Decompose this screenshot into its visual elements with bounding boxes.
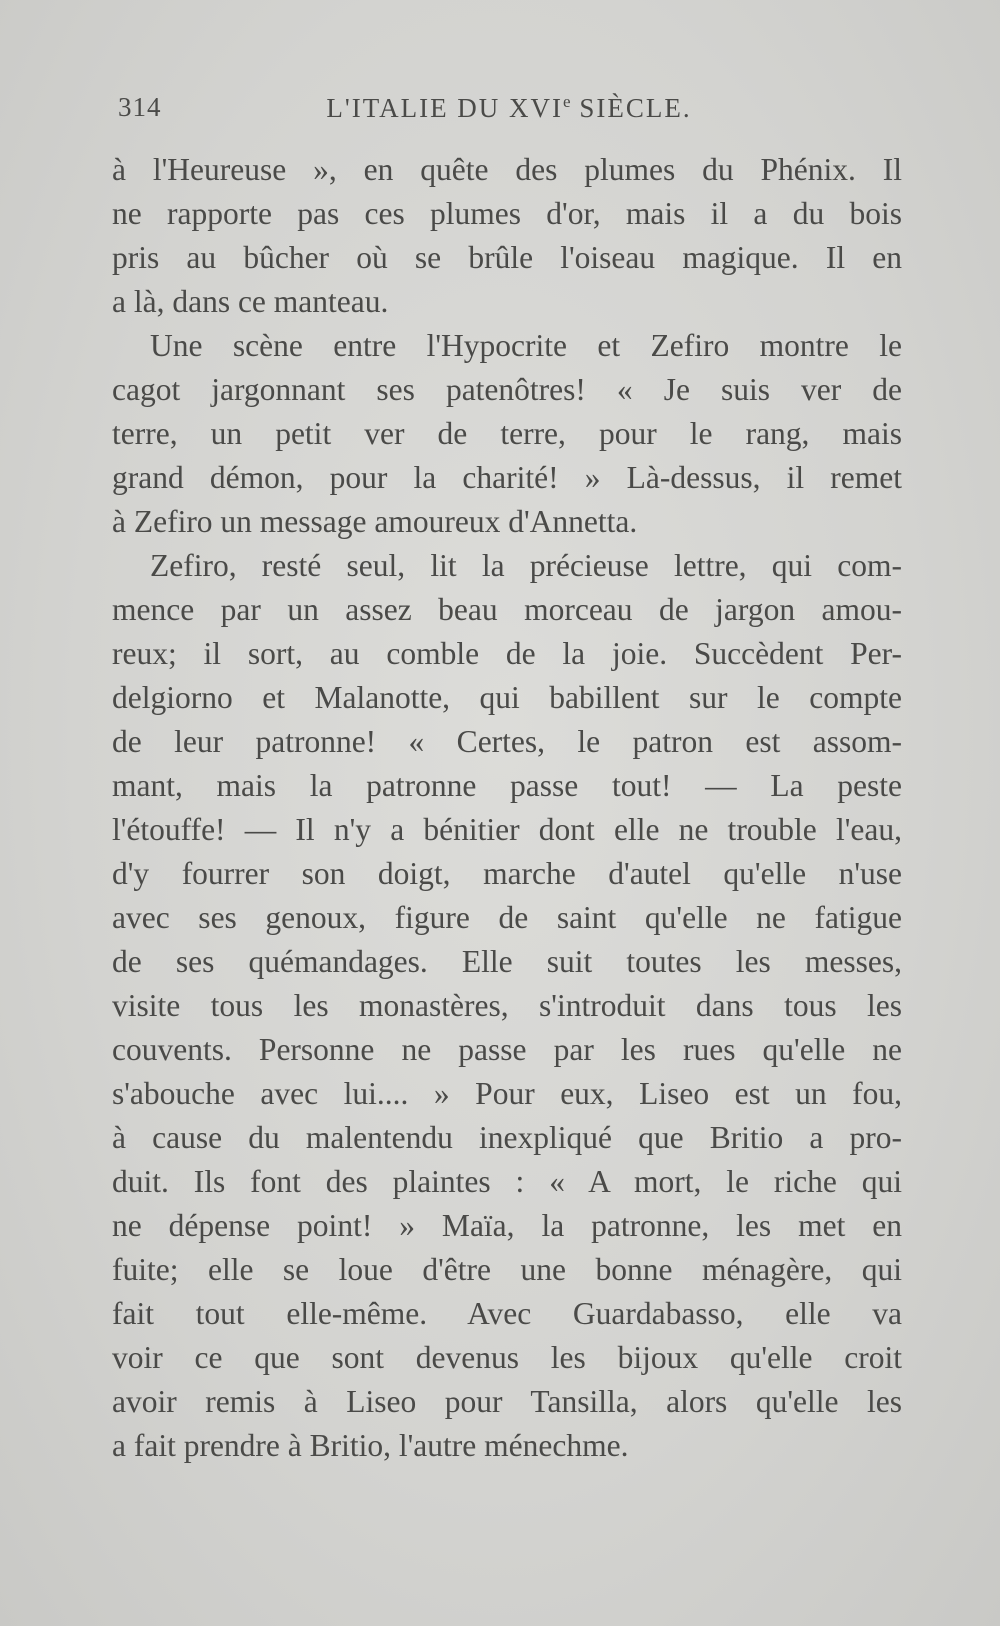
text-line: ne dépense point! » Maïa, la patronne, les met en	[112, 1208, 902, 1243]
text-line: grand démon, pour la charité! » Là-dessus, il remet	[112, 460, 902, 495]
text-line: à Zefiro un message amoureux d'Annetta.	[112, 504, 638, 539]
running-title-superscript: e	[563, 92, 571, 111]
page-number: 314	[118, 92, 162, 122]
text-line: delgiorno et Malanotte, qui babillent sur le compte	[112, 680, 902, 715]
text-line: reux; il sort, au comble de la joie. Succèdent Per-	[112, 636, 902, 671]
text-line: fait tout elle-même. Avec Guardabasso, elle va	[112, 1296, 902, 1331]
text-line: s'abouche avec lui.... » Pour eux, Liseo est un fou,	[112, 1076, 902, 1111]
text-line: à cause du malentendu inexpliqué que Britio a pro-	[112, 1120, 902, 1155]
text-line: a là, dans ce manteau.	[112, 284, 389, 319]
body-text	[112, 148, 902, 1468]
text-line: à l'Heureuse », en quête des plumes du Phénix. Il	[112, 152, 902, 187]
text-line: de leur patronne! « Certes, le patron est assom-	[112, 724, 902, 759]
text-line: pris au bûcher où se brûle l'oiseau magique. Il en	[112, 240, 902, 275]
running-title	[118, 92, 900, 124]
text-line: Une scène entre l'Hypocrite et Zefiro montre le	[150, 328, 902, 363]
text-line: Zefiro, resté seul, lit la précieuse lettre, qui com-	[150, 548, 902, 583]
text-line: couvents. Personne ne passe par les rues qu'elle ne	[112, 1032, 902, 1067]
running-title-prefix: L'ITALIE DU XVI	[326, 93, 564, 123]
text-line: l'étouffe! — Il n'y a bénitier dont elle ne trouble l'eau,	[112, 812, 902, 847]
running-head	[118, 92, 900, 128]
text-line: a fait prendre à Britio, l'autre ménechme.	[112, 1428, 629, 1463]
text-line: avoir remis à Liseo pour Tansilla, alors qu'elle les	[112, 1384, 902, 1419]
text-line: d'y fourrer son doigt, marche d'autel qu'elle n'use	[112, 856, 902, 891]
running-title-suffix: SIÈCLE.	[570, 93, 692, 123]
text-line: voir ce que sont devenus les bijoux qu'elle croit	[112, 1340, 902, 1375]
text-line: cagot jargonnant ses patenôtres! « Je suis ver de	[112, 372, 902, 407]
text-line: visite tous les monastères, s'introduit dans tous les	[112, 988, 902, 1023]
text-line: mence par un assez beau morceau de jargon amou-	[112, 592, 902, 627]
text-line: avec ses genoux, figure de saint qu'elle ne fatigue	[112, 900, 902, 935]
text-line: mant, mais la patronne passe tout! — La peste	[112, 768, 902, 803]
text-line: ne rapporte pas ces plumes d'or, mais il a du bois	[112, 196, 902, 231]
text-line: fuite; elle se loue d'être une bonne ménagère, qui	[112, 1252, 902, 1287]
text-line: terre, un petit ver de terre, pour le rang, mais	[112, 416, 902, 451]
text-line: duit. Ils font des plaintes : « A mort, le riche qui	[112, 1164, 902, 1199]
text-line: de ses quémandages. Elle suit toutes les messes,	[112, 944, 902, 979]
